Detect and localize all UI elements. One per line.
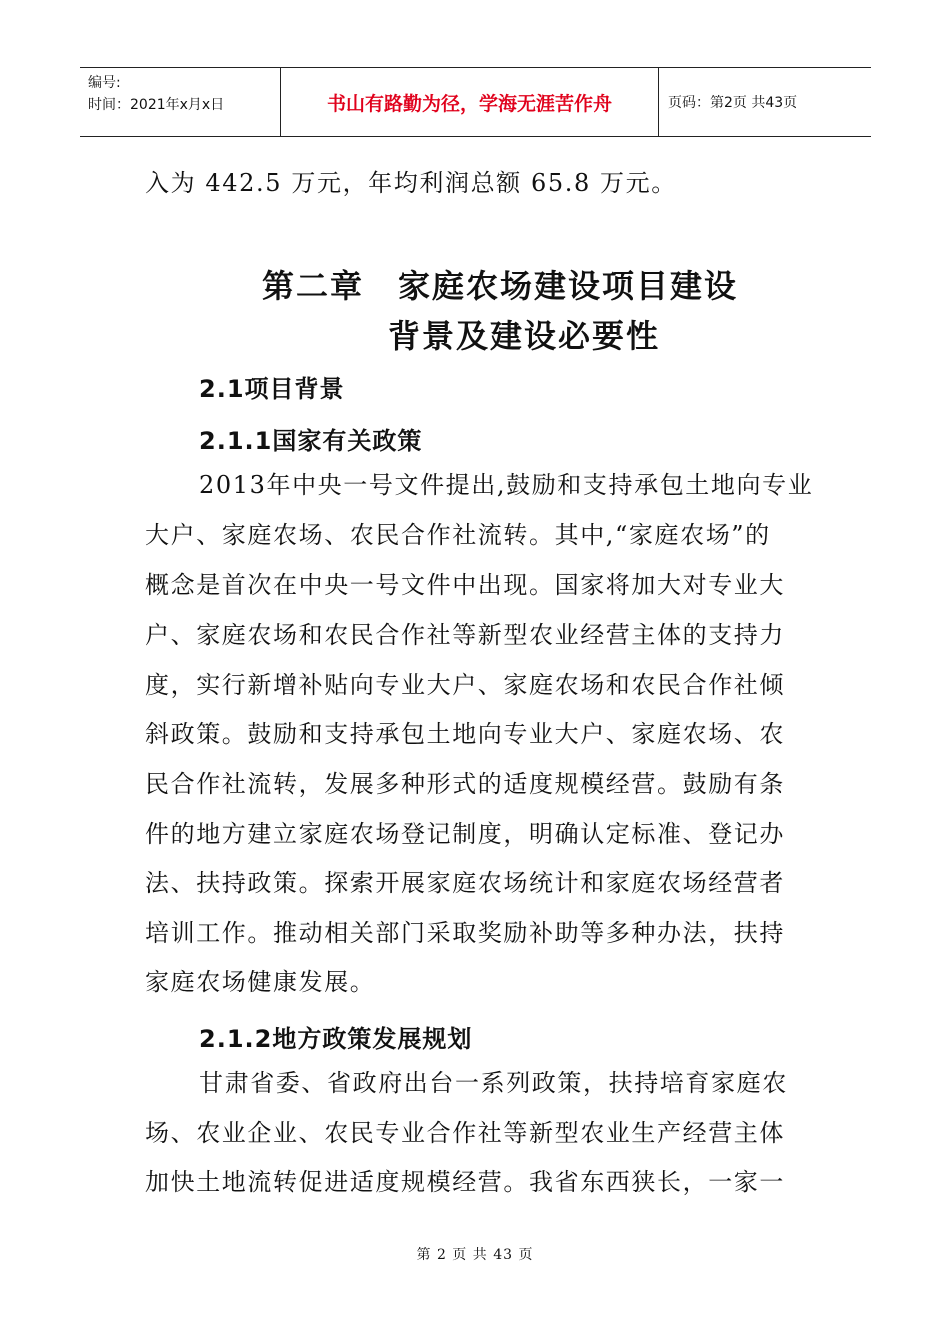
header-motto: 书山有路勤为径，学海无涯苦作舟 <box>281 68 659 136</box>
header-page-info: 页码：第2页 共43页 <box>668 95 798 111</box>
number-label: 编号: <box>88 75 121 91</box>
paragraph-line: 民合作社流转，发展多种形式的适度规模经营。鼓励有条 <box>145 770 785 798</box>
body-line: 入为 442.5 万元，年均利润总额 65.8 万元。 <box>145 169 677 197</box>
chapter-title-line2: 背景及建设必要性 <box>388 317 661 355</box>
paragraph-line: 培训工作。推动相关部门采取奖励补助等多种办法，扶持 <box>145 919 785 947</box>
paragraph-line: 斜政策。鼓励和支持承包土地向专业大户、家庭农场、农 <box>145 720 785 748</box>
paragraph-line: 大户、家庭农场、农民合作社流转。其中,“家庭农场”的 <box>145 521 771 549</box>
subsection-heading: 2.1.1国家有关政策 <box>199 427 423 455</box>
paragraph-line: 件的地方建立家庭农场登记制度，明确认定标准、登记办 <box>145 820 785 848</box>
paragraph-line: 场、农业企业、农民专业合作社等新型农业生产经营主体 <box>145 1119 785 1147</box>
header-meta <box>80 68 281 136</box>
paragraph-line: 度，实行新增补贴向专业大户、家庭农场和农民合作社倾 <box>145 671 785 699</box>
paragraph-line: 家庭农场健康发展。 <box>145 968 376 996</box>
paragraph-line: 法、扶持政策。探索开展家庭农场统计和家庭农场经营者 <box>145 869 785 897</box>
paragraph-line: 2013年中央一号文件提出,鼓励和支持承包土地向专业 <box>199 471 814 499</box>
paragraph-line: 户、家庭农场和农民合作社等新型农业经营主体的支持力 <box>145 621 785 649</box>
subsection-heading: 2.1.2地方政策发展规划 <box>199 1025 473 1053</box>
paragraph-line: 概念是首次在中央一号文件中出现。国家将加大对专业大 <box>145 571 785 599</box>
page-footer: 第 2 页 共 43 页 <box>416 1247 534 1263</box>
paragraph-line: 甘肃省委、省政府出台一系列政策，扶持培育家庭农 <box>199 1069 788 1097</box>
time-label: 时间：2021年x月x日 <box>88 97 225 113</box>
paragraph-line: 加快土地流转促进适度规模经营。我省东西狭长，一家一 <box>145 1168 785 1196</box>
section-heading: 2.1项目背景 <box>199 375 345 403</box>
page-header <box>80 67 871 137</box>
chapter-title-line1: 第二章 家庭农场建设项目建设 <box>262 267 739 305</box>
